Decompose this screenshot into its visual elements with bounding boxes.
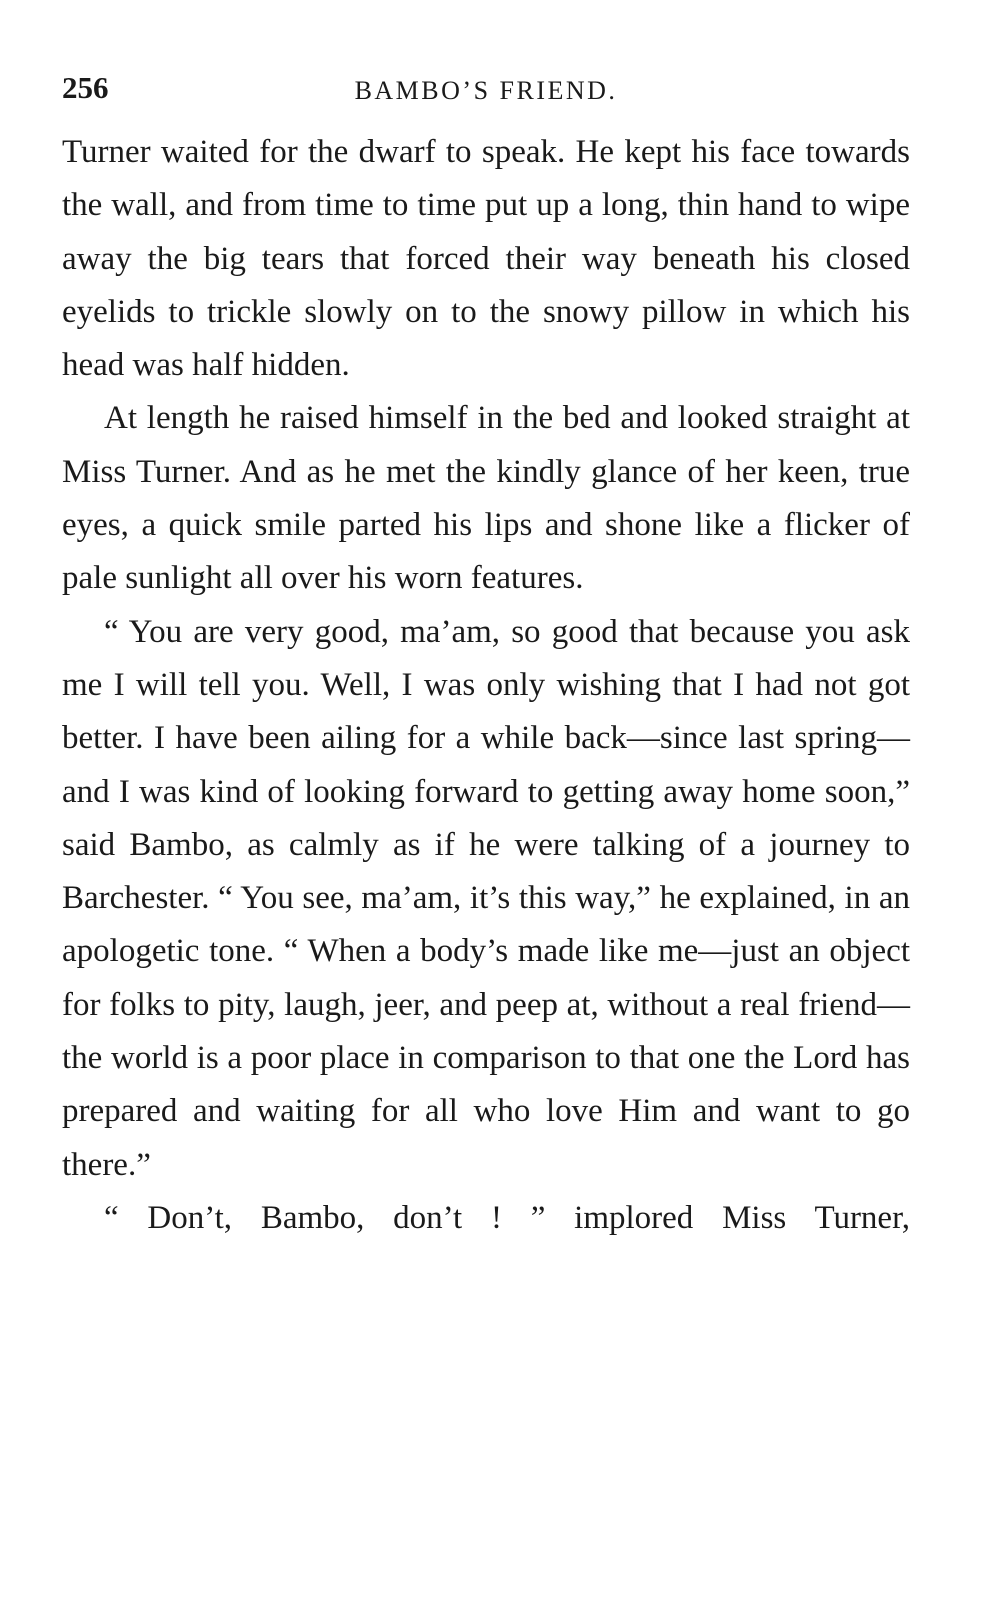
- paragraph-continued: Turner waited for the dwarf to speak. He kept his face towards the wall, and from time to time put up a long, thin hand to wipe away the big tears that forced their way beneath his closed eyelids to trickle slowly on to the snowy pillow in which his head was half hidden.: [62, 134, 910, 384]
- paragraph: At length he raised himself in the bed and looked straight at Miss Turner. And as he met the kindly glance of her keen, true eyes, a quick smile parted his lips and shone like a flicker of pale sunlight all over his worn features.: [62, 400, 910, 597]
- body-text: [62, 126, 910, 1245]
- page-header: [62, 60, 910, 112]
- page-number: 256: [62, 70, 109, 105]
- book-page: [62, 60, 910, 1245]
- paragraph: “ You are very good, ma’am, so good that because you ask me I will tell you. Well, I was only wishing that I had not got better. I have been ailing for a while back—since last spring—and I was kind of looking forward to getting away home soon,” said Bambo, as calmly as if he were talking of a journey to Barchester. “ You see, ma’am, it’s this way,” he explained, in an apologetic tone. “ When a body’s made like me—just an object for folks to pity, laugh, jeer, and peep at, without a real friend—the world is a poor place in comparison to that one the Lord has prepared and waiting for all who love Him and want to go there.”: [62, 613, 910, 1183]
- paragraph-continues: “ Don’t, Bambo, don’t ! ” implored Miss Turner,: [104, 1199, 910, 1236]
- running-head: BAMBO’S FRIEND.: [354, 76, 618, 105]
